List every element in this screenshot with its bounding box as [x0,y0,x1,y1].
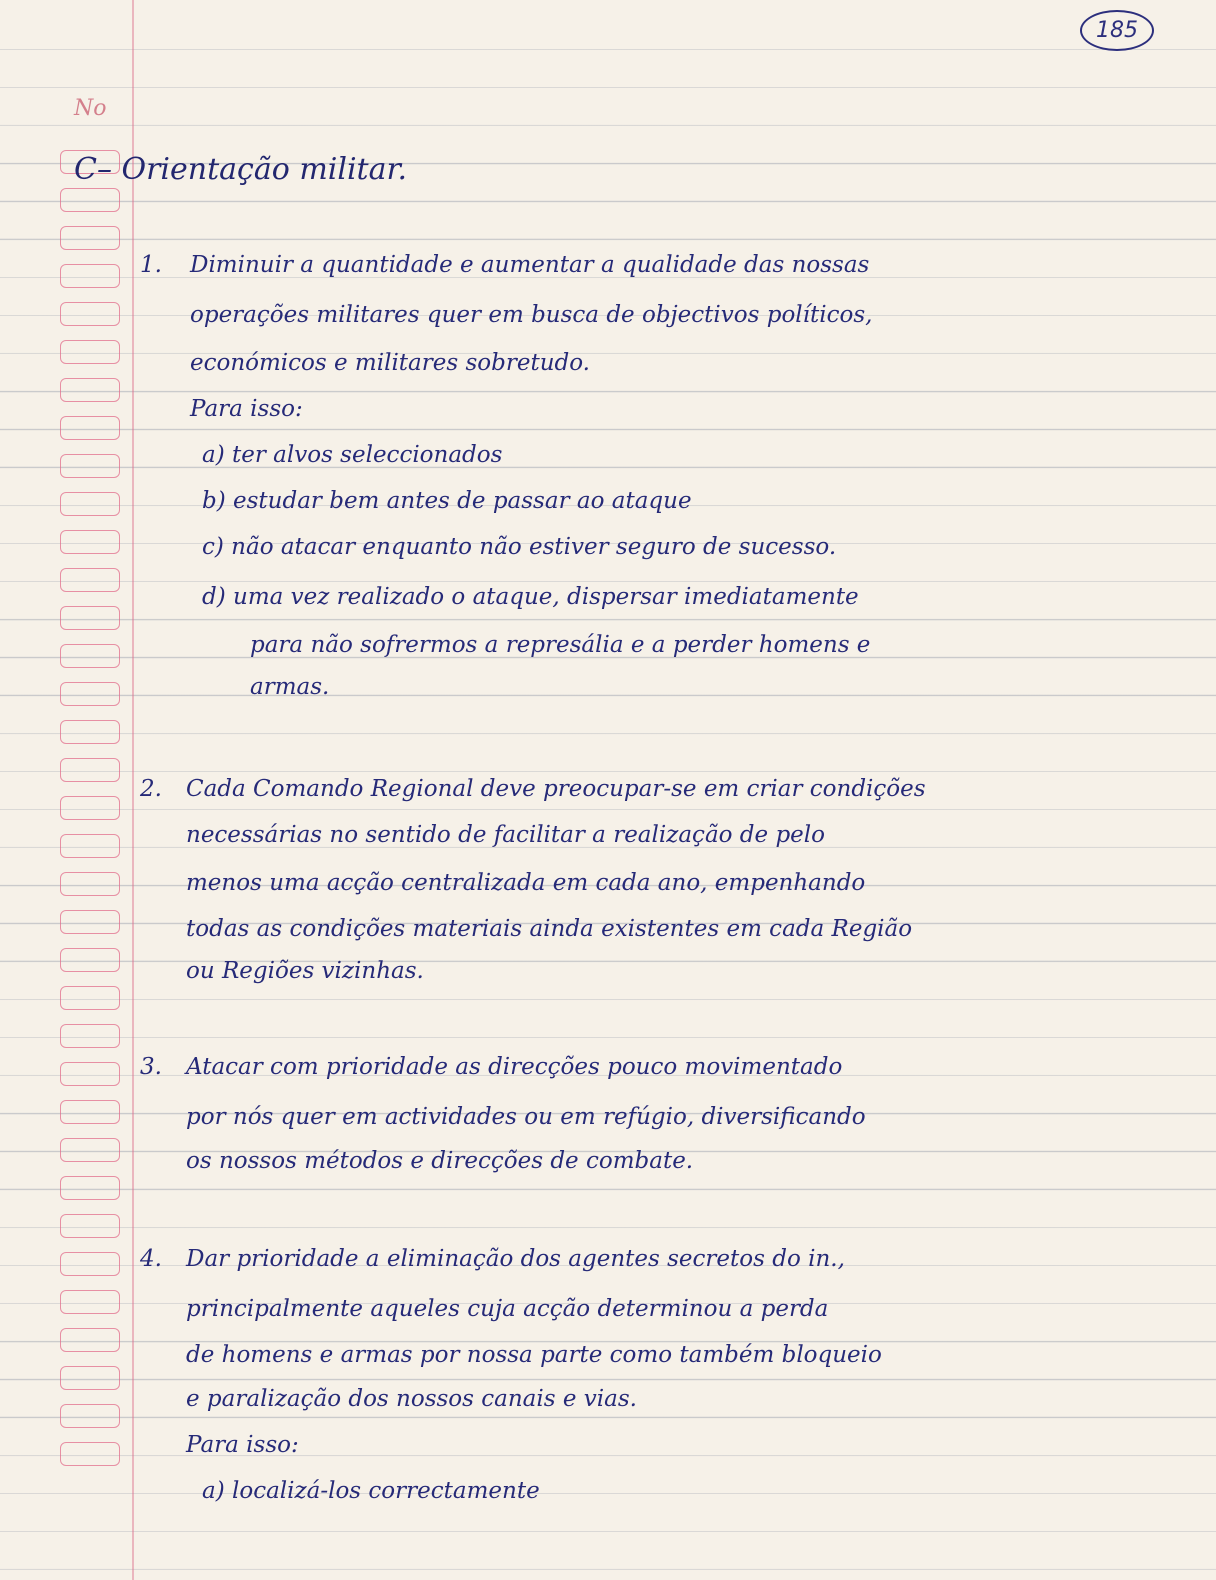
sub-item: a) ter alvos seleccionados [202,442,503,468]
margin-tab [60,1404,120,1428]
item-line: Diminuir a quantidade e aumentar a qualidade das nossas [190,252,870,278]
item-line: por nós quer em actividades ou em refúgio, diversificando [186,1104,866,1130]
item-line: todas as condições materiais ainda existentes em cada Região [186,916,913,942]
item-number: 1. [140,252,162,278]
item-line: económicos e militares sobretudo. [190,350,590,376]
item-line: os nossos métodos e direcções de combate. [186,1148,694,1174]
margin-tab [60,720,120,744]
margin-tab [60,872,120,896]
item-line: principalmente aqueles cuja acção determinou a perda [186,1296,829,1322]
item-number: 2. [140,776,162,802]
margin-tab [60,682,120,706]
item-line: ou Regiões vizinhas. [186,958,424,984]
item-line: Cada Comando Regional deve preocupar-se em criar condições [186,776,926,802]
item-number: 4. [140,1246,162,1272]
margin-tab [60,796,120,820]
margin-tabs [60,150,122,1480]
item-line: Dar prioridade a eliminação dos agentes secretos do in., [186,1246,845,1272]
item-line: menos uma acção centralizada em cada ano, empenhando [186,870,866,896]
item-line: de homens e armas por nossa parte como também bloqueio [186,1342,882,1368]
sub-item: a) localizá-los correctamente [202,1478,540,1504]
item-number: 3. [140,1054,162,1080]
margin-tab [60,1062,120,1086]
sub-item: para não sofrermos a represália e a perder homens e [250,632,871,658]
item-line: Atacar com prioridade as direcções pouco movimentado [186,1054,843,1080]
item-intro: Para isso: [190,396,303,422]
margin-tab [60,1366,120,1390]
item-line: e paralização dos nossos canais e vias. [186,1386,637,1412]
sub-item: armas. [250,674,330,700]
sub-item: c) não atacar enquanto não estiver seguro de sucesso. [202,534,837,560]
page-number: 185 [1080,10,1154,51]
margin-tab [60,1328,120,1352]
item-line: operações militares quer em busca de objectivos políticos, [190,302,873,328]
margin-tab [60,1290,120,1314]
margin-tab [60,1024,120,1048]
margin-tab [60,226,120,250]
margin-tab [60,644,120,668]
margin-tab [60,910,120,934]
margin-tab [60,606,120,630]
margin-tab [60,416,120,440]
item-line: necessárias no sentido de facilitar a realização de pelo [186,822,825,848]
margin-tab [60,986,120,1010]
margin-tab [60,378,120,402]
margin-tab [60,568,120,592]
margin-tab [60,530,120,554]
margin-tab [60,834,120,858]
margin-tab [60,1214,120,1238]
section-title: C– Orientação militar. [74,152,408,187]
margin-tab [60,758,120,782]
margin-tab [60,1138,120,1162]
number-mark: No [74,96,107,121]
margin-tab [60,948,120,972]
margin-tab [60,1252,120,1276]
margin-tab [60,492,120,516]
margin-tab [60,188,120,212]
margin-tab [60,1100,120,1124]
margin-tab [60,340,120,364]
margin-tab [60,302,120,326]
margin-line [132,0,134,1580]
sub-item: b) estudar bem antes de passar ao ataque [202,488,692,514]
margin-tab [60,454,120,478]
margin-tab [60,1442,120,1466]
margin-tab [60,1176,120,1200]
margin-tab [60,264,120,288]
sub-item: d) uma vez realizado o ataque, dispersar imediatamente [202,584,859,610]
item-intro: Para isso: [186,1432,299,1458]
